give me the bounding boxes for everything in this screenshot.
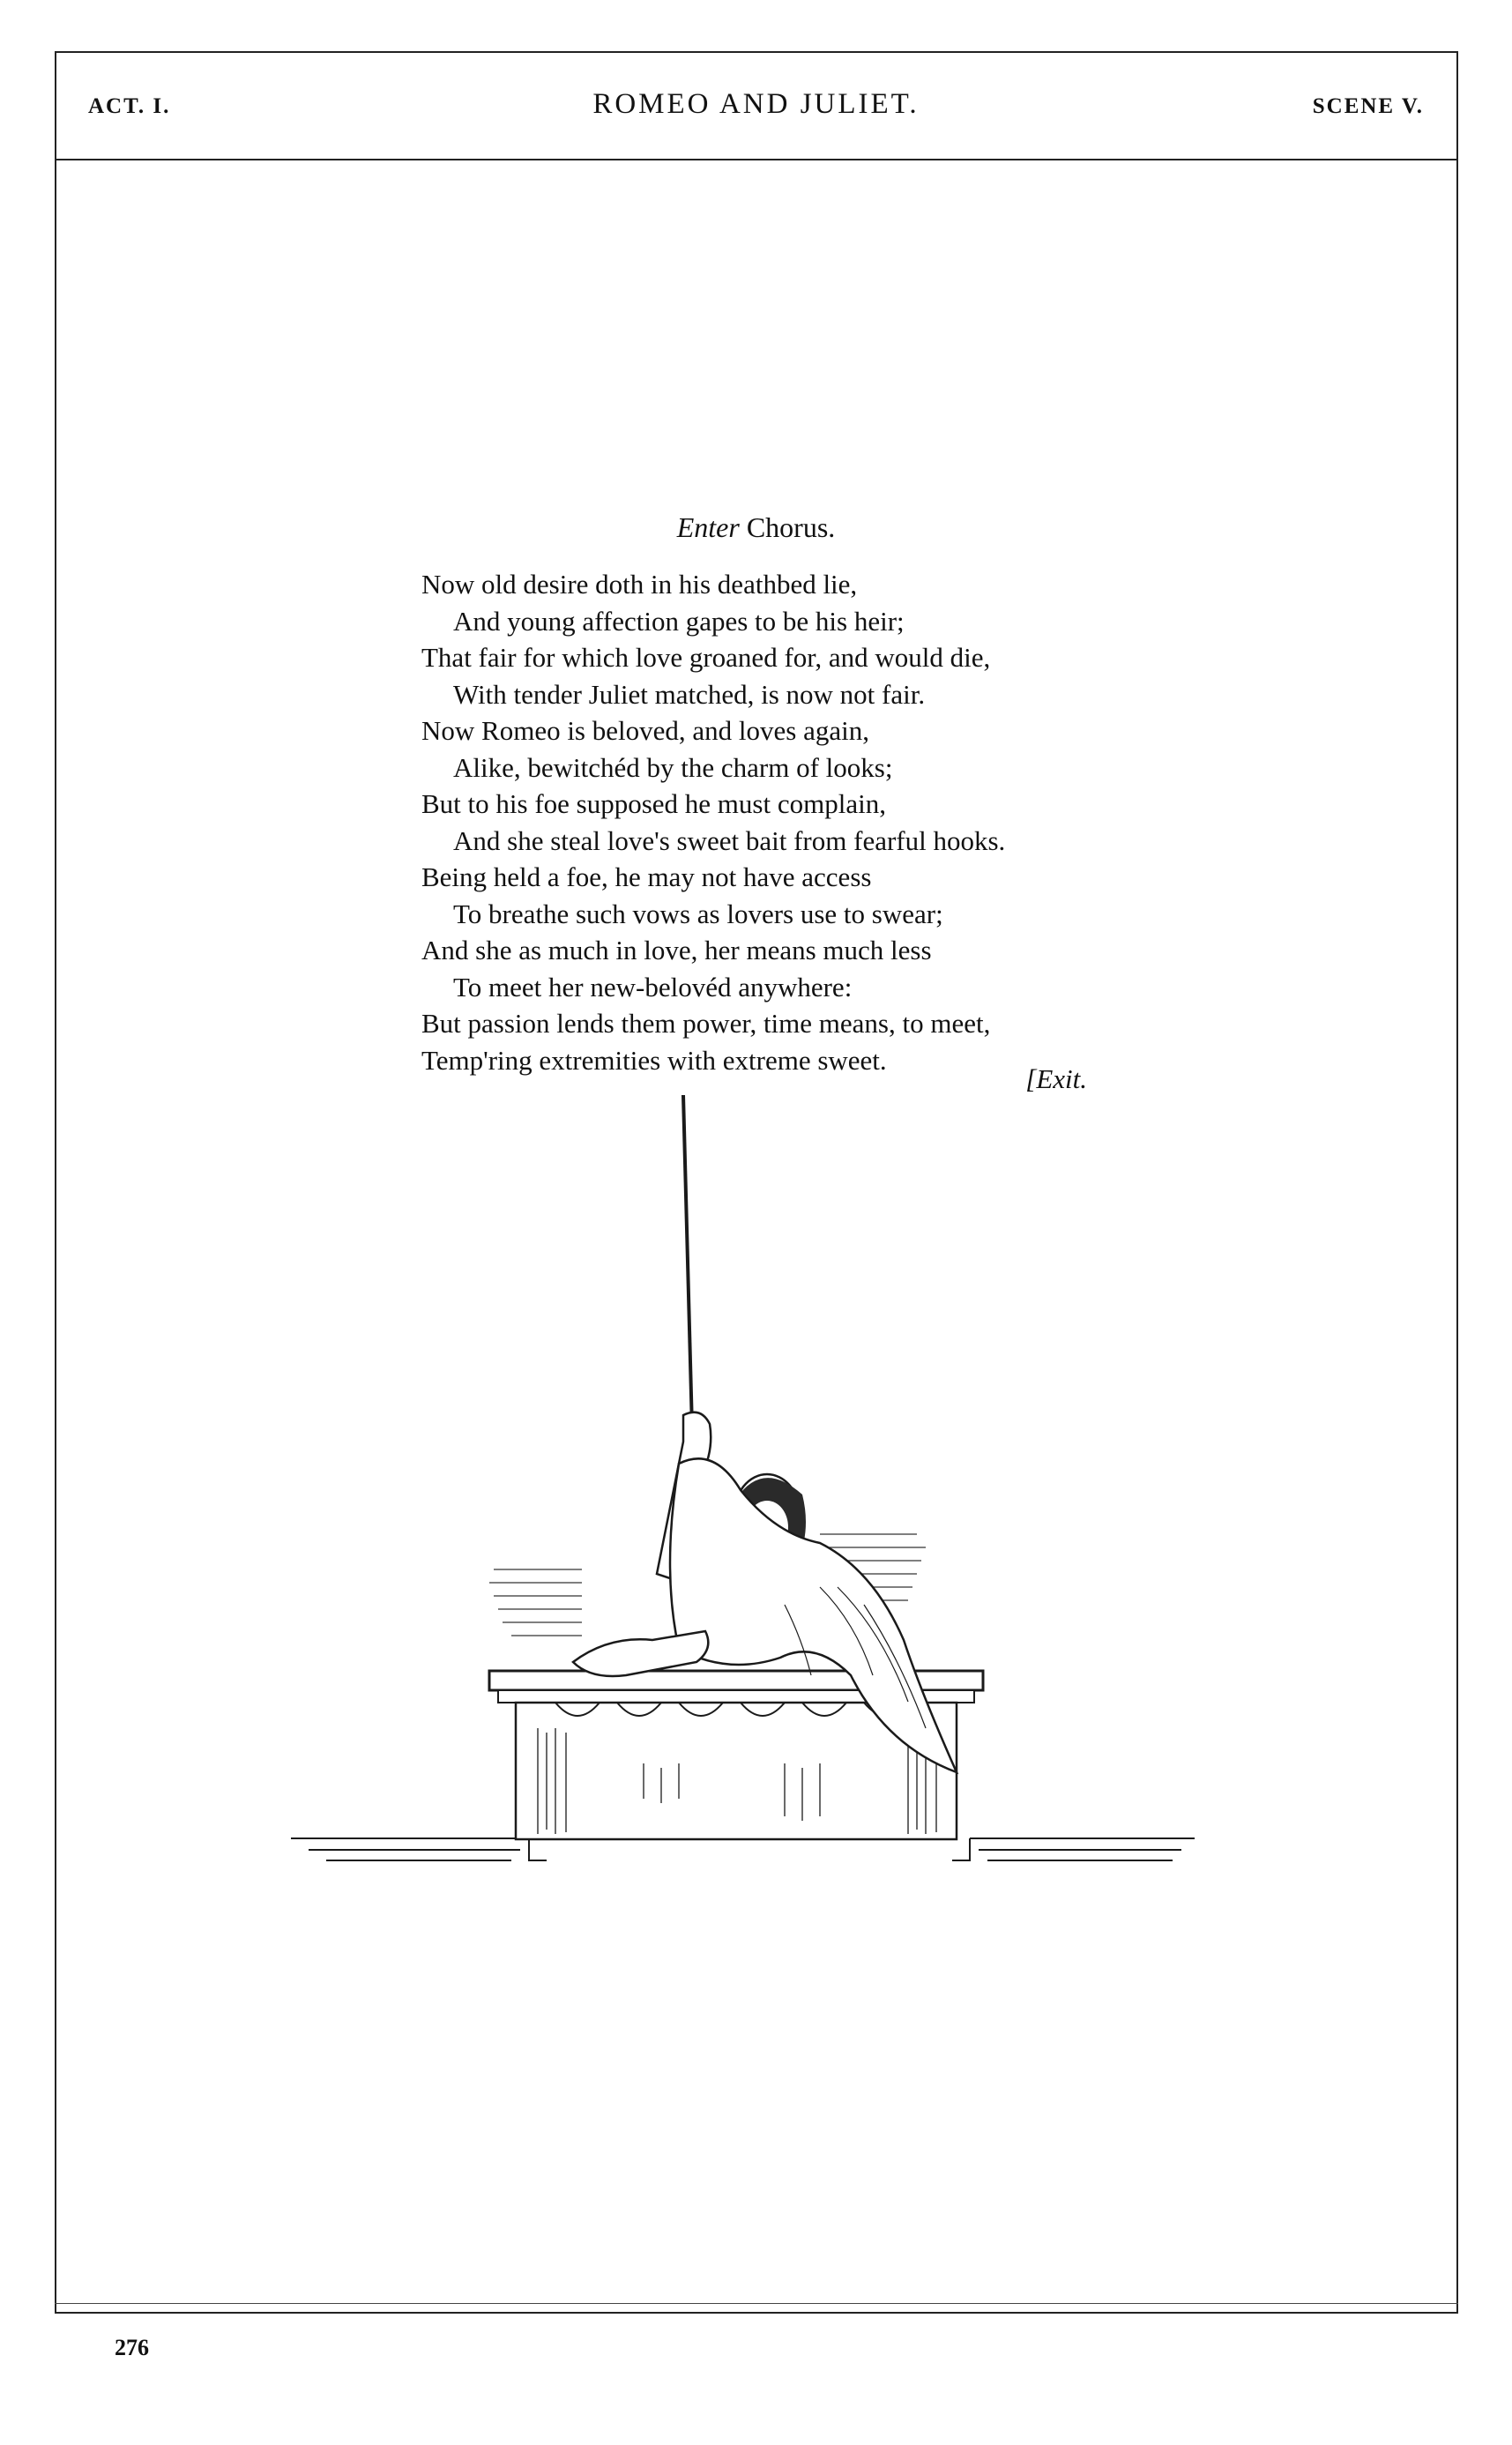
- footer-rule: [55, 2303, 1458, 2304]
- verse-line: With tender Juliet matched, is now not fair.: [453, 678, 926, 710]
- chorus-sonnet: [421, 566, 1091, 1078]
- verse-line: And she steal love's sweet bait from fearful hooks.: [453, 824, 1006, 856]
- running-head-scene: SCENE V.: [1312, 94, 1424, 118]
- running-head-title: ROMEO AND JULIET.: [592, 88, 920, 120]
- verse-line: Alike, bewitchéd by the charm of looks;: [453, 751, 893, 783]
- verse-line: And she as much in love, her means much less: [421, 935, 932, 965]
- verse-line: But passion lends them power, time means, to meet,: [421, 1008, 991, 1039]
- stage-direction-rest: Chorus.: [739, 511, 836, 543]
- wand: [683, 1095, 692, 1428]
- verse-line: To breathe such vows as lovers use to swear;: [453, 898, 943, 929]
- resting-hand: [573, 1631, 708, 1676]
- verse-line: To meet her new-belovéd anywhere:: [453, 971, 853, 1003]
- verse-line: Being held a foe, he may not have access: [421, 861, 872, 892]
- verse-line: But to his foe supposed he must complain,: [421, 788, 886, 819]
- running-head-act: ACT. I.: [88, 94, 171, 118]
- verse-line: Now old desire doth in his deathbed lie,: [421, 569, 858, 600]
- stage-direction-italic: Enter: [676, 511, 740, 543]
- page-number: 276: [115, 2335, 149, 2360]
- header-rule: [55, 159, 1458, 160]
- chorus-figure-illustration: [291, 1093, 1199, 1887]
- verse-line: Temp'ring extremities with extreme sweet.: [421, 1044, 887, 1076]
- verse-line: That fair for which love groaned for, and would die,: [421, 642, 991, 673]
- verse-line: And young affection gapes to be his heir;: [453, 605, 905, 637]
- stage-direction-enter: [0, 513, 1512, 541]
- stage-direction-exit: [Exit.: [1025, 1063, 1087, 1094]
- verse-line: Now Romeo is beloved, and loves again,: [421, 715, 869, 746]
